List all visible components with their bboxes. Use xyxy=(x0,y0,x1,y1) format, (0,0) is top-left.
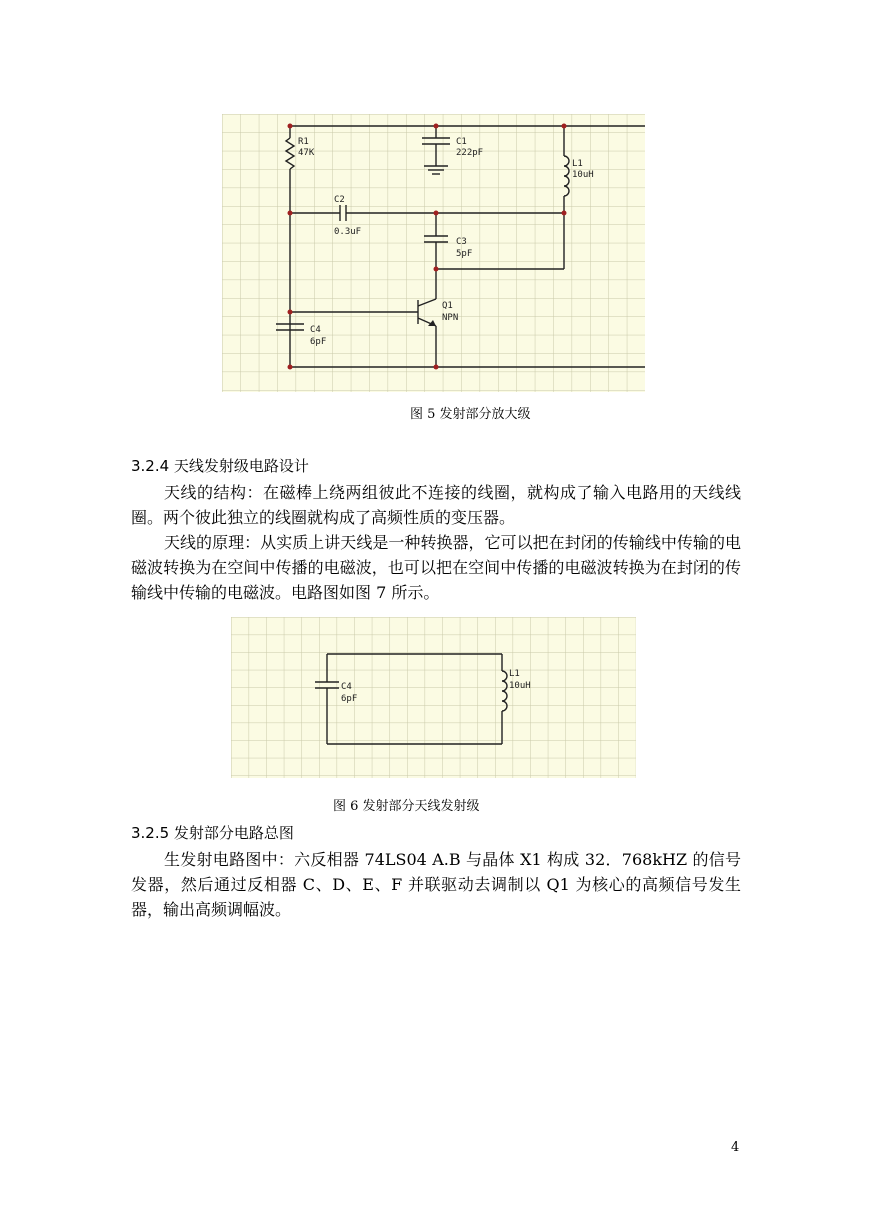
c1-value-label: 222pF xyxy=(456,148,484,158)
c1-ref-label: C1 xyxy=(456,137,467,147)
figure-6-schematic xyxy=(231,617,636,778)
figure-5-caption: 图 5 发射部分放大级 xyxy=(410,407,531,422)
fig6-l1-ref-label: L1 xyxy=(509,669,520,679)
figure-5-schematic xyxy=(222,114,645,392)
figure-6-svg xyxy=(231,617,636,778)
fig6-c4-ref-label: C4 xyxy=(341,682,352,692)
c4-ref-label: C4 xyxy=(310,325,321,335)
section-324-paragraph-2: 天线的原理：从实质上讲天线是一种转换器，它可以把在封闭的传输线中传输的电磁波转换为在空间中传播的电磁波，也可以把在空间中传播的电磁波转换为在封闭的传输线中传输的电磁波。电路图如图 7 所示。 xyxy=(131,533,741,602)
c4-value-label: 6pF xyxy=(310,337,327,347)
c3-value-label: 5pF xyxy=(456,249,473,259)
section-324-heading: 3.2.4 天线发射级电路设计 xyxy=(131,457,309,475)
figure-6-caption: 图 6 发射部分天线发射级 xyxy=(333,799,480,814)
figure-5-svg xyxy=(222,114,645,392)
section-325-heading: 3.2.5 发射部分电路总图 xyxy=(131,824,294,842)
q1-ref-label: Q1 xyxy=(442,301,453,311)
r1-ref-label: R1 xyxy=(298,137,309,147)
c3-ref-label: C3 xyxy=(456,237,467,247)
l1-ref-label: L1 xyxy=(572,159,583,169)
section-325-paragraph-1: 生发射电路图中：六反相器 74LS04 A.B 与晶体 X1 构成 32．768kHZ 的信号发器，然后通过反相器 C、D、E、F 并联驱动去调制以 Q1 为核心的高频信号发生器，输出高频调幅波。 xyxy=(131,850,741,919)
page-number: 4 xyxy=(731,1140,740,1155)
fig6-l1-value-label: 10uH xyxy=(509,681,531,691)
r1-value-label: 47K xyxy=(298,148,315,158)
fig6-c4-value-label: 6pF xyxy=(341,694,358,704)
c2-ref-label: C2 xyxy=(334,195,345,205)
c2-value-label: 0.3uF xyxy=(334,227,362,237)
l1-value-label: 10uH xyxy=(572,170,594,180)
q1-value-label: NPN xyxy=(442,313,459,323)
section-324-paragraph-1: 天线的结构：在磁棒上绕两组彼此不连接的线圈，就构成了输入电路用的天线线圈。两个彼此独立的线圈就构成了高频性质的变压器。 xyxy=(131,483,741,527)
